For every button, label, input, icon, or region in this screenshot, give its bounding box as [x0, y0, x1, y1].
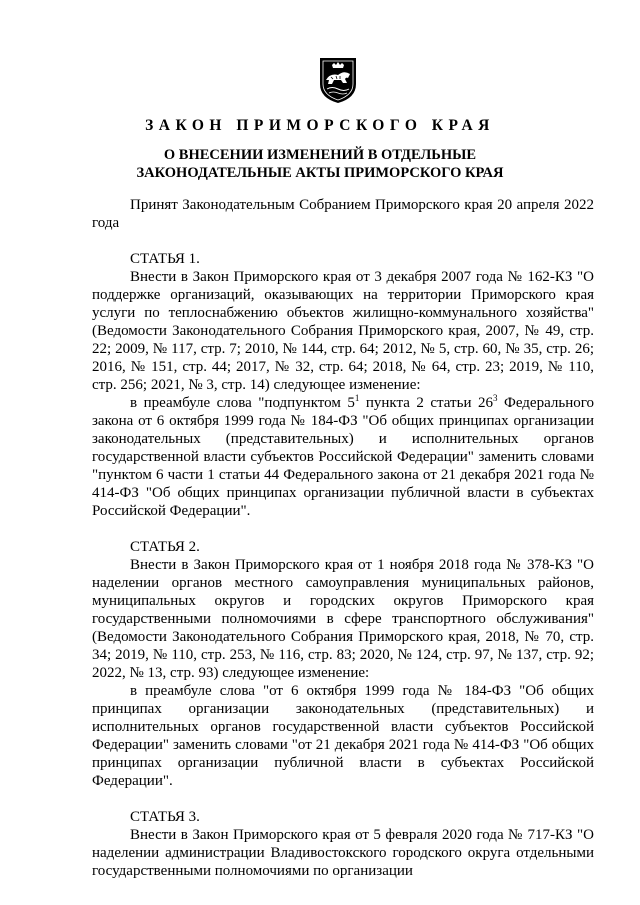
article-3-intro: Внести в Закон Приморского края от 5 февраля 2020 года № 717-КЗ "О наделении администрации Владивостокского городского округа отдельными государственными полномочиями по организации — [92, 827, 594, 879]
article-1-change: в преамбуле слова "подпунктом $5^1$ пункта 2 статьи $26^3$ Федерального закона от 6 октября 1999 года № 184-ФЗ "Об общих принципах организации законодательных (представительных) и исполнительных органов государственной власти субъектов Российской Федерации" заменить словами "пунктом 6 части 1 статьи 44 Федерального закона от 21 декабря 2021 года № 414-ФЗ "Об общих принципах организации публичной власти в субъектах Российской Федерации". — [92, 393, 594, 519]
law-subtitle-line2: ЗАКОНОДАТЕЛЬНЫЕ АКТЫ ПРИМОРСКОГО КРАЯ — [136, 165, 504, 181]
article-2-heading: СТАТЬЯ 2. — [130, 539, 200, 555]
article-1-heading: СТАТЬЯ 1. — [130, 251, 200, 267]
article-2-change: в преамбуле слова "от 6 октября 1999 года № 184-ФЗ "Об общих принципах организации законодательных (представительных) и исполнительных органов государственной власти субъектов Российской Федерации" заменить словами "от 21 декабря 2021 года № 414-ФЗ "Об общих принципах организации публичной власти в субъектах Российской Федерации". — [92, 683, 594, 789]
law-subtitle — [0, 146, 640, 182]
coat-of-arms-icon — [318, 56, 358, 104]
article-1-intro: Внести в Закон Приморского края от 3 декабря 2007 года № 162-КЗ "О поддержке организаций, оказывающих на территории Приморского края услуги по теплоснабжению объектов жилищно-коммунального хозяйства" (Ведомости Законодательного Собрания Приморского края, 2007, № 49, стр. 22; 2009, № 117, стр. 7; 2010, № 144, стр. 64; 2012, № 5, стр. 60, № 35, стр. 26; 2016, № 151, стр. 44; 2017, № 32, стр. 64; 2018, № 64, стр. 23; 2019, № 110, стр. 256; 2021, № 3, стр. 14) следующее изменение: — [92, 269, 594, 393]
law-subtitle-line1: О ВНЕСЕНИИ ИЗМЕНЕНИЙ В ОТДЕЛЬНЫЕ — [163, 147, 477, 163]
article-2-intro: Внести в Закон Приморского края от 1 ноября 2018 года № 378-КЗ "О наделении органов местного самоуправления муниципальных районов, муниципальных округов и городских округов Приморского края государственными полномочиями в сфере транспортного обслуживания" (Ведомости Законодательного Собрания Приморского края, 2018, № 70, стр. 34; 2019, № 110, стр. 253, № 116, стр. 83; 2020, № 124, стр. 97, № 137, стр. 92; 2022, № 13, стр. 93) следующее изменение: — [92, 557, 594, 681]
adopted-note: Принят Законодательным Собранием Приморского края 20 апреля 2022 года — [92, 197, 594, 231]
law-title: ЗАКОН ПРИМОРСКОГО КРАЯ — [145, 117, 495, 134]
law-body — [92, 196, 594, 880]
article-3-heading: СТАТЬЯ 3. — [130, 809, 200, 825]
